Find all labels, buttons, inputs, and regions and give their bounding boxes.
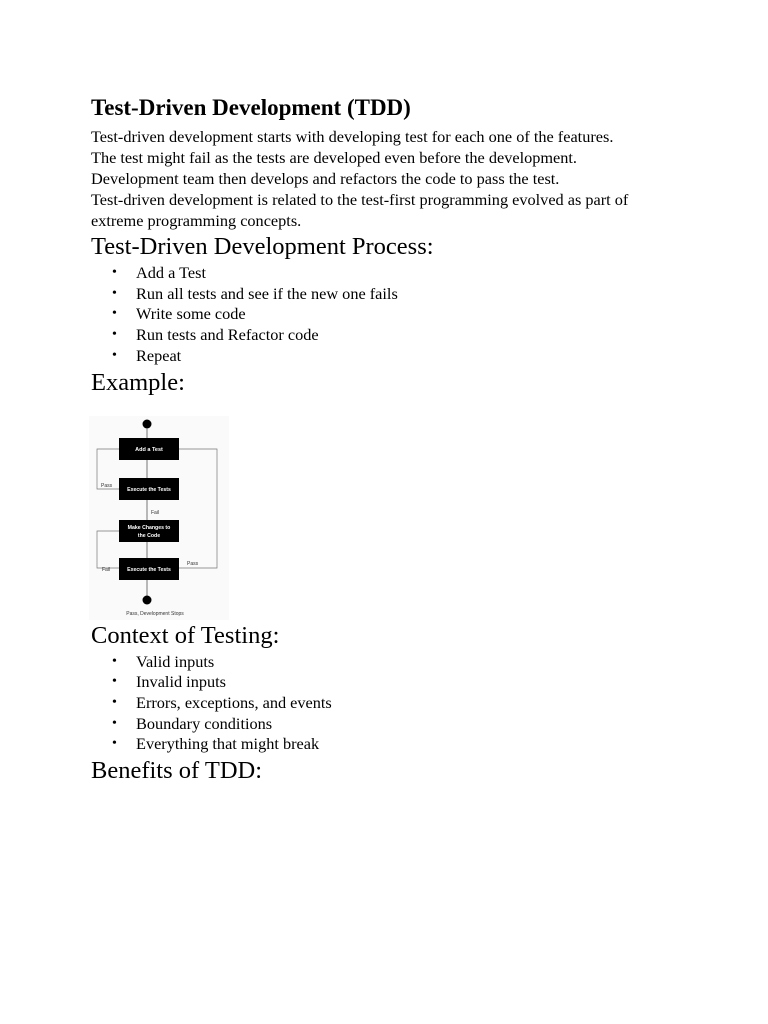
example-heading: Example: bbox=[91, 368, 185, 396]
start-node bbox=[143, 419, 152, 428]
list-item: • Invalid inputs bbox=[91, 672, 691, 693]
intro-paragraph-1-line-3: Development team then develops and refactors the code to pass the test. bbox=[91, 169, 560, 188]
list-item: • Run tests and Refactor code bbox=[91, 325, 691, 346]
fail-left-label: Fail bbox=[102, 566, 111, 573]
flow-diagram-svg bbox=[89, 416, 229, 620]
list-item: • Boundary conditions bbox=[91, 714, 691, 735]
intro-paragraph-2 bbox=[91, 189, 691, 231]
process-heading: Test-Driven Development Process: bbox=[91, 233, 434, 260]
intro-paragraph-2-line-2: extreme programming concepts. bbox=[91, 211, 302, 230]
list-item: • Errors, exceptions, and events bbox=[91, 693, 691, 714]
document-content bbox=[91, 90, 691, 787]
intro-paragraph-1 bbox=[91, 126, 691, 189]
execute-tests-label-1: Execute the Tests bbox=[127, 486, 171, 493]
benefits-heading: Benefits of TDD: bbox=[91, 757, 263, 785]
process-list bbox=[91, 263, 691, 367]
page-title: Test-Driven Development (TDD) bbox=[91, 95, 411, 120]
add-test-label: Add a Test bbox=[135, 446, 163, 453]
end-label: Pass, Development Stops bbox=[126, 610, 184, 617]
list-item: • Valid inputs bbox=[91, 652, 691, 673]
list-item: • Everything that might break bbox=[91, 734, 691, 755]
list-item: • Run all tests and see if the new one fails bbox=[91, 284, 691, 305]
intro-paragraph-1-line-1: Test-driven development starts with developing test for each one of the features. bbox=[91, 127, 614, 146]
make-changes-label-line-2: the Code bbox=[137, 532, 161, 539]
pass-right-label: Pass bbox=[187, 560, 199, 567]
intro-paragraph-1-line-2: The test might fail as the tests are developed even before the development. bbox=[91, 148, 577, 167]
pass-left-label: Pass bbox=[101, 482, 113, 489]
context-heading: Context of Testing: bbox=[91, 621, 280, 649]
context-list bbox=[91, 652, 691, 756]
list-item: • Add a Test bbox=[91, 263, 691, 284]
fail-mid-label: Fail bbox=[151, 509, 160, 516]
end-node bbox=[143, 595, 152, 604]
make-changes-label-line-1: Make Changes to bbox=[127, 524, 171, 531]
list-item: • Write some code bbox=[91, 304, 691, 325]
intro-paragraph-2-line-1: Test-driven development is related to the test-first programming evolved as part of bbox=[91, 190, 629, 209]
tdd-flow-diagram bbox=[89, 416, 229, 620]
execute-tests-label-2: Execute the Tests bbox=[127, 566, 171, 573]
list-item: • Repeat bbox=[91, 346, 691, 367]
